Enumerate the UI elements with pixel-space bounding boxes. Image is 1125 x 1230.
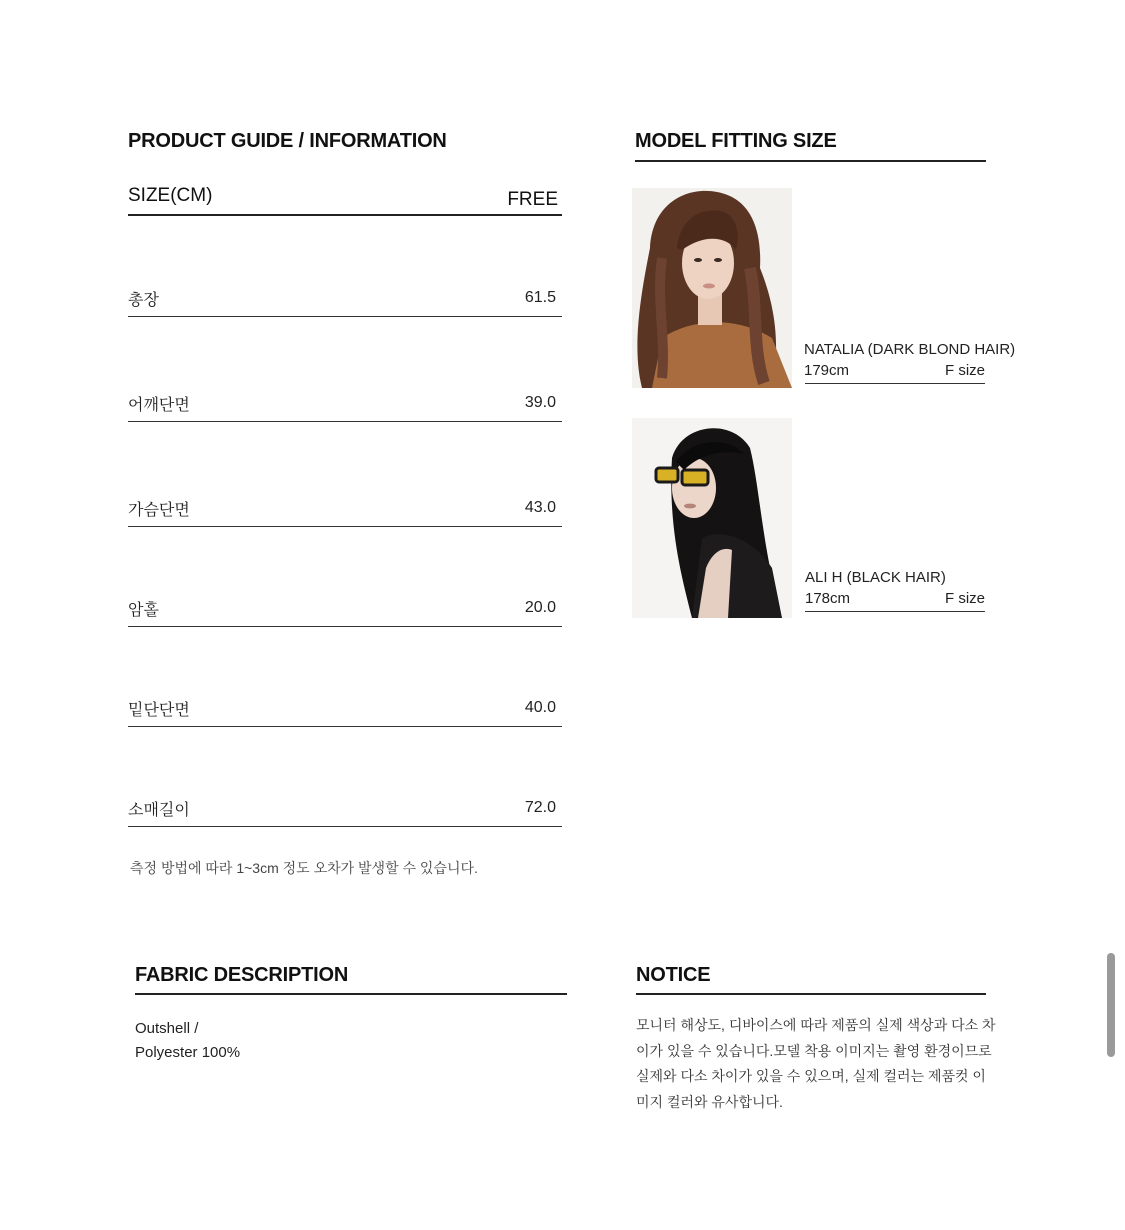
fabric-description xyxy=(135,1017,240,1065)
model-size: F size xyxy=(944,362,985,379)
size-row-divider xyxy=(128,826,562,827)
size-header-rule xyxy=(128,214,562,216)
size-row-label: 총장 xyxy=(128,292,159,309)
model-name: ALI H (BLACK HAIR) xyxy=(805,569,946,586)
size-row-label: 밑단단면 xyxy=(128,702,190,719)
product-guide-title: PRODUCT GUIDE / INFORMATION xyxy=(128,130,447,152)
model-divider xyxy=(805,383,985,384)
fabric-rule xyxy=(135,993,567,995)
size-row-divider xyxy=(128,726,562,727)
size-header-value: FREE xyxy=(507,189,558,210)
size-row-value: 40.0 xyxy=(524,699,556,716)
size-row-label: 가슴단면 xyxy=(128,502,190,519)
fabric-line: Polyester 100% xyxy=(135,1044,241,1061)
model-height: 178cm xyxy=(805,590,851,607)
size-row-divider xyxy=(128,316,562,317)
model-fitting-title: MODEL FITTING SIZE xyxy=(635,130,837,152)
size-row-divider xyxy=(128,526,562,527)
measurement-note: 측정 방법에 따라 1~3cm 정도 오차가 발생할 수 있습니다. xyxy=(130,860,478,876)
size-row-value: 72.0 xyxy=(524,799,556,816)
notice-title: NOTICE xyxy=(636,964,711,986)
model-name: NATALIA (DARK BLOND HAIR) xyxy=(804,341,1016,358)
model-photo-natalia xyxy=(632,188,792,388)
size-row-label: 소매길이 xyxy=(128,802,190,819)
fabric-line: Outshell / xyxy=(135,1020,199,1037)
size-row-value: 39.0 xyxy=(524,394,556,411)
size-row-label: 어깨단면 xyxy=(128,397,190,414)
scrollbar-thumb[interactable] xyxy=(1107,953,1115,1057)
notice-rule xyxy=(636,993,986,995)
size-row-label: 암홀 xyxy=(128,602,159,619)
size-row-value: 20.0 xyxy=(524,599,556,616)
size-row-value: 61.5 xyxy=(524,289,556,306)
model-photo-ali xyxy=(632,418,792,618)
model-divider xyxy=(805,611,985,612)
size-row-value: 43.0 xyxy=(524,499,556,516)
size-header-label: SIZE(CM) xyxy=(128,185,213,206)
model-height: 179cm xyxy=(804,362,850,379)
model-fitting-rule xyxy=(635,160,986,162)
fabric-title: FABRIC DESCRIPTION xyxy=(135,964,349,986)
size-row-divider xyxy=(128,421,562,422)
size-row-divider xyxy=(128,626,562,627)
model-size: F size xyxy=(944,590,985,607)
notice-text: 모니터 해상도, 디바이스에 따라 제품의 실제 색상과 다소 차이가 있을 수 있습니다.모델 착용 이미지는 촬영 환경이므로 실제와 다소 차이가 있을 수 있으며, 실제 컬러는 제품컷 이미지 컬러와 유사합니다. xyxy=(636,1017,996,1110)
